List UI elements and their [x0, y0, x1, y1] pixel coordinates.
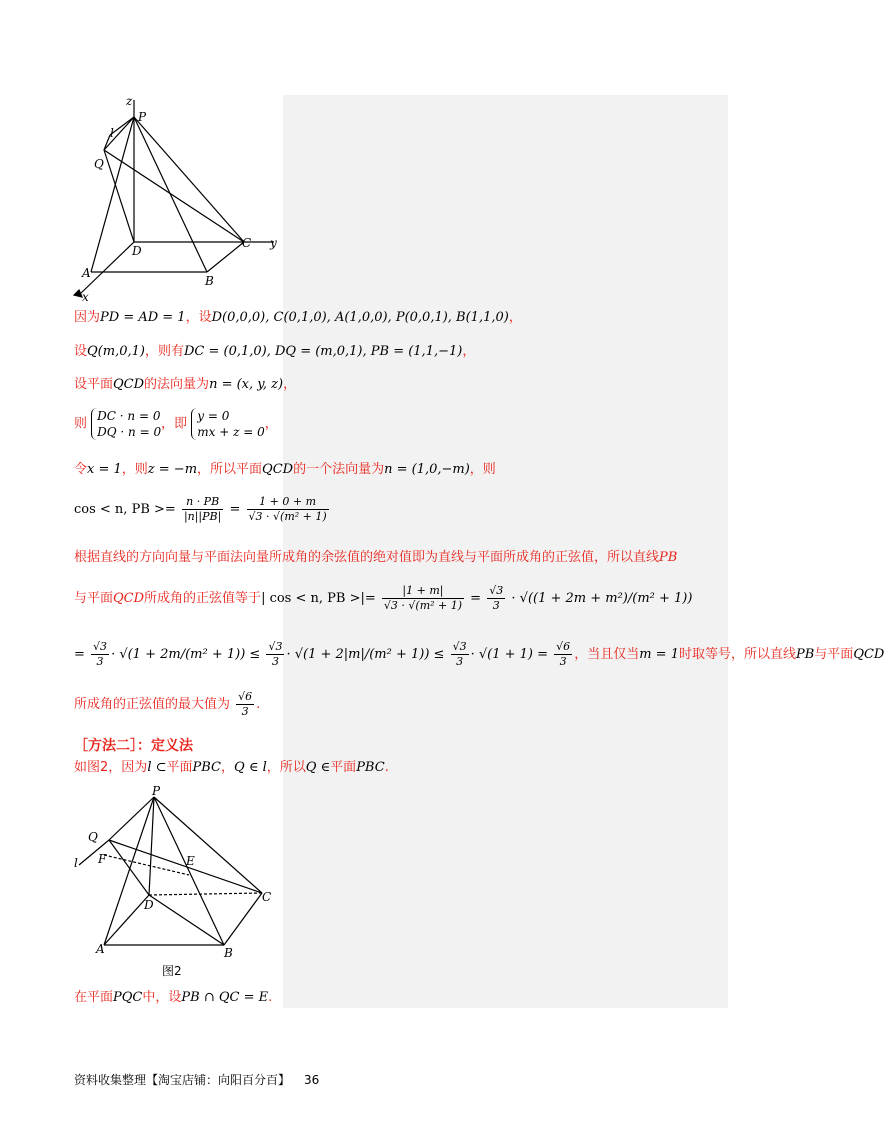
math: m = 1: [639, 647, 679, 662]
text-line-1: [74, 308, 522, 328]
text: 如图: [74, 760, 101, 775]
math: Q ∈: [305, 760, 331, 775]
page-footer: [74, 1071, 319, 1088]
fraction: $\frac{√3}{3}$: [452, 640, 467, 668]
fraction: $\frac{1 + 0 + m}{\text{√3 · √(m² + 1)}}$: [248, 495, 327, 523]
text: ，因为: [108, 760, 148, 775]
math: PB: [659, 550, 678, 565]
fig1-label-x: x: [82, 290, 89, 304]
text: 设: [74, 344, 88, 359]
text: 2: [100, 760, 109, 775]
text: 令: [74, 462, 88, 477]
page-number: 36: [304, 1073, 320, 1087]
math: QCD: [113, 377, 145, 392]
fraction: $\frac{√6}{3}$: [556, 640, 571, 668]
text: 因为: [74, 310, 101, 325]
text: 的一个法向量为: [293, 462, 385, 477]
fig1-label-A: A: [82, 266, 91, 280]
fig1-label-Q: Q: [94, 157, 104, 171]
fig1-label-P: P: [138, 110, 147, 124]
text-line-3: [74, 375, 296, 395]
fig2-label-Q: Q: [88, 830, 98, 844]
text-line-5: [74, 460, 496, 480]
text-line-9: [74, 640, 884, 669]
text-line-8: [74, 584, 692, 613]
fraction: $\frac{n \cdot PB}{|n||PB|}$: [183, 495, 222, 523]
text: 所成角的正弦值等于: [144, 591, 262, 606]
fig2-label-F: F: [98, 852, 107, 866]
math: z = −m: [147, 462, 198, 477]
fig1-label-l: l: [110, 126, 114, 140]
equation-system-1: DC · n = 0 DQ · n = 0: [91, 408, 161, 440]
text: 平面: [330, 760, 357, 775]
math: DC = (0,1,0), DQ = (m,0,1), PB = (1,1,−1): [183, 344, 463, 359]
math: =: [74, 647, 85, 662]
text: ，当且仅当: [574, 647, 640, 662]
fig1-label-z: z: [126, 94, 133, 108]
math: PB ∩ QC = E: [181, 990, 269, 1005]
fraction: $\frac{√3}{3}$: [489, 584, 504, 612]
text: ，: [283, 377, 297, 392]
math: x = 1: [87, 462, 122, 477]
math: QCD: [853, 647, 884, 662]
text: 设平面: [74, 377, 114, 392]
fig2-label-B: B: [224, 946, 233, 960]
fraction: $\frac{√3}{3}$: [93, 640, 108, 668]
math: PQC: [113, 990, 143, 1005]
section-heading: ［方法二］：定义法: [74, 738, 193, 754]
text: .: [268, 990, 273, 1005]
math: =: [229, 502, 241, 517]
math: √((1 + 2m + m²)/(m² + 1)): [519, 591, 693, 606]
fig2-label-l: l: [74, 856, 78, 870]
math: | cos < n, PB >|=: [261, 591, 376, 606]
fig2-caption: 图2: [162, 964, 182, 978]
text: 与平面: [74, 591, 114, 606]
text-line-11: [74, 758, 389, 778]
math: · √(1 + 2|m|/(m² + 1)) ≤: [286, 647, 445, 662]
text: ，: [264, 416, 278, 432]
figure-1: [74, 95, 283, 305]
math: n = (1,0,−m): [384, 462, 470, 477]
math: · √(1 + 2m/(m² + 1)) ≤: [111, 647, 261, 662]
pyramid-diagram-1: [74, 95, 283, 305]
text: ，所以平面: [197, 462, 263, 477]
text-line-6: [74, 495, 331, 524]
text: 则: [74, 416, 88, 432]
text: ，则: [121, 462, 148, 477]
math: · √(1 + 1) =: [470, 647, 549, 662]
text: 所成角的正弦值的最大值为: [74, 697, 231, 712]
text-line-4: [74, 408, 278, 440]
math: PB: [795, 647, 815, 662]
fig1-label-C: C: [242, 236, 252, 250]
fig1-label-B: B: [205, 274, 214, 288]
fraction: $\frac{|1 + m|}{\text{√3 · √(m² + 1)}}$: [383, 584, 463, 612]
text: .: [384, 760, 389, 775]
text-line-7: [74, 548, 734, 568]
text: .: [256, 697, 261, 712]
fraction: $\frac{√6}{3}$: [238, 690, 253, 718]
fig2-label-E: E: [186, 854, 195, 868]
text: ，即: [161, 416, 188, 432]
math: Q ∈ l: [234, 760, 267, 775]
text: 的法向量为: [144, 377, 210, 392]
text: 平面: [166, 760, 193, 775]
text: 与平面: [814, 647, 854, 662]
pyramid-diagram-2: [74, 785, 277, 978]
math: ·: [511, 591, 516, 606]
text: 在平面: [74, 990, 114, 1005]
fraction: $\frac{√3}{3}$: [268, 640, 283, 668]
text: ，: [508, 310, 522, 325]
fig2-label-A: A: [96, 942, 105, 956]
text: ，: [221, 760, 235, 775]
text-line-2: [74, 342, 475, 362]
math: l ⊂: [147, 760, 167, 775]
text-line-12: [74, 988, 272, 1008]
text: ，: [462, 344, 476, 359]
fig2-label-D: D: [144, 898, 154, 912]
text: ，设: [185, 310, 212, 325]
math: cos < n, PB >=: [74, 502, 176, 517]
math: PD = AD = 1: [100, 310, 186, 325]
math: PBC: [192, 760, 222, 775]
text: ，所以: [266, 760, 306, 775]
text: ，则: [469, 462, 496, 477]
fig1-label-y: y: [270, 236, 277, 250]
math: Q(m,0,1): [87, 344, 145, 359]
math: QCD: [113, 591, 145, 606]
math: n = (x, y, z): [209, 377, 284, 392]
fig1-label-D: D: [132, 244, 142, 258]
figure-2: [74, 785, 277, 978]
math: PBC: [356, 760, 385, 775]
footer-text: 资料收集整理【淘宝店铺：向阳百分百】: [74, 1073, 291, 1087]
math: QCD: [262, 462, 294, 477]
text-line-10: [74, 690, 260, 719]
math: =: [470, 591, 482, 606]
text: ，则有: [144, 344, 184, 359]
equation-system-2: y = 0 mx + z = 0: [191, 408, 264, 440]
math: D(0,0,0), C(0,1,0), A(1,0,0), P(0,0,1), B(1,1,0): [211, 310, 509, 325]
text: 时取等号，所以直线: [678, 647, 796, 662]
fig2-label-P: P: [152, 784, 161, 798]
text: 根据直线的方向向量与平面法向量所成角的余弦值的绝对值即为直线与平面所成角的正弦值，所以直线: [74, 550, 660, 565]
text: 中，设: [142, 990, 182, 1005]
fig2-label-C: C: [262, 890, 272, 904]
